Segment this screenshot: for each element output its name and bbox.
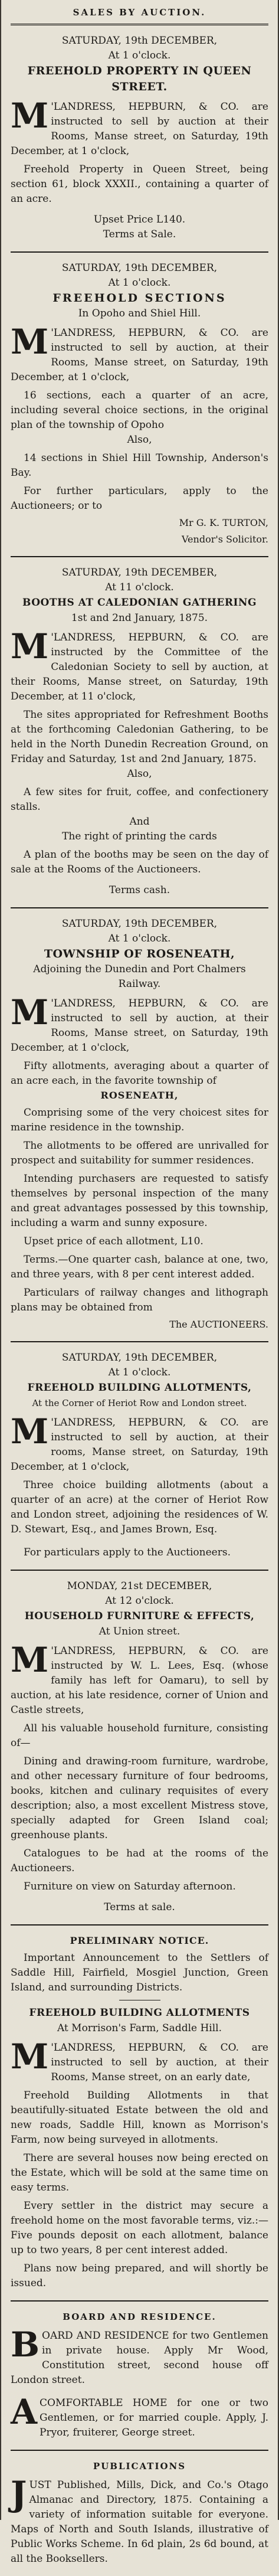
- ad-signature: Mr G. K. TURTON,: [179, 517, 268, 528]
- ad-title: FREEHOLD BUILDING ALLOTMENTS,: [27, 1382, 252, 1394]
- drop-cap: M: [11, 322, 49, 362]
- ad-body: [11, 322, 268, 385]
- ad-body-text: 'LANDRESS, HEPBURN, & CO. are instructed to sell by auction at their Rooms, Manse street, on Saturday, 19th December, at 1 o'clock,: [11, 101, 268, 157]
- drop-cap: M: [11, 2036, 49, 2077]
- ad-date: SATURDAY, 19th DECEMBER,: [61, 567, 218, 578]
- section-heading: PUBLICATIONS: [93, 2461, 186, 2472]
- drop-cap: A: [11, 2392, 38, 2432]
- ad-terms: Terms at sale.: [104, 1901, 175, 1913]
- ad-signature-role: Vendor's Solicitor.: [181, 534, 268, 545]
- ad-paragraph: Terms.—One quarter cash, balance at one, two, and three years, with 8 per cent interest added.: [11, 1254, 268, 1280]
- ad-date: SATURDAY, 19th DECEMBER,: [61, 35, 218, 47]
- ad-subtitle: At the Corner of Heriot Row and London street.: [32, 1398, 247, 1408]
- ad-signature: The AUCTIONEERS.: [169, 1319, 268, 1330]
- ad-time: At 12 o'clock.: [105, 1595, 174, 1607]
- ad-title: BOOTHS AT CALEDONIAN GATHERING: [22, 597, 257, 609]
- drop-cap: M: [11, 1411, 49, 1452]
- ad-time: At 1 o'clock.: [108, 50, 171, 61]
- ad-paragraph: Particulars of railway changes and lithograph plans may be obtained from: [11, 1287, 268, 1313]
- ad-heriot-row: [11, 1342, 268, 1571]
- ad-paragraph: Freehold Property in Queen Street, being section 61, block XXXII., containing a quarter of an acre.: [11, 164, 268, 205]
- ad-subtitle: At Union street.: [99, 1626, 180, 1637]
- drop-cap: J: [11, 2474, 27, 2514]
- ad-paragraph: A plan of the booths may be seen on the day of sale at the Rooms of the Auctioneers.: [11, 849, 268, 875]
- ad-body: [11, 96, 268, 159]
- ad-time: At 1 o'clock.: [108, 277, 171, 289]
- ad-caledonian-booths: [11, 557, 268, 908]
- ad-paragraph: Plans now being prepared, and will shortly be issued.: [11, 2263, 268, 2289]
- ad-township-name: ROSENEATH,: [100, 1090, 179, 1101]
- ad-date: SATURDAY, 19th DECEMBER,: [61, 262, 218, 274]
- drop-cap: M: [11, 1640, 49, 1680]
- ad-preliminary-notice: [11, 1926, 268, 2302]
- ad-paragraph: The allotments to be offered are unrivalled for prospect and suitability for summer residences.: [11, 1140, 268, 1166]
- ad-queen-street: [11, 25, 268, 253]
- ad-title: FREEHOLD PROPERTY IN QUEEN STREET.: [27, 64, 252, 93]
- ad-body-text: 'LANDRESS, HEPBURN, & CO. are instructed to sell by auction, at their Rooms, Manse street, on Saturday, 19th December, at 1 o'clock,: [11, 998, 268, 1054]
- ad-publications: [11, 2451, 268, 2576]
- ad-paragraph: All his valuable household furniture, consisting of—: [11, 1722, 268, 1749]
- ad-body-text: 'LANDRESS, HEPBURN, & CO. are instructed to sell by auction, at their Rooms, Manse street, on an early date,: [51, 2042, 268, 2083]
- ad-body: [11, 2474, 268, 2567]
- ad-subtitle: At Morrison's Farm, Saddle Hill.: [57, 2022, 222, 2034]
- ad-paragraph: Dining and drawing-room furniture, wardrobe, and other necessary furniture of four bedrooms, books, kitchen and culinary requisites of every description; also, a most excellent Mistress stove, specially adapted for Green Island coal; greenhouse plants.: [11, 1756, 268, 1841]
- ad-body: [11, 2325, 268, 2388]
- ad-paragraph: Catalogues to be had at the rooms of the Auctioneers.: [11, 1848, 268, 1874]
- ad-subtitle: Adjoining the Dunedin and Port Chalmers Railway.: [33, 963, 246, 990]
- ad-body: [11, 2036, 268, 2085]
- drop-cap: B: [11, 2325, 40, 2365]
- ad-paragraph: There are several houses now being erected on the Estate, which will be sold at the same time on easy terms.: [11, 2152, 268, 2193]
- ad-body: [11, 626, 268, 704]
- ad-title: PRELIMINARY NOTICE.: [70, 1935, 209, 1946]
- ad-body: [11, 992, 268, 1055]
- ad-paragraph: The right of printing the cards: [62, 831, 217, 842]
- ad-body-text: UST Published, Mills, Dick, and Co.'s Otago Almanac and Directory, 1875. Containing a variety of information suitable for everyone. Maps of North and South Islands, illustrative of Public Works Scheme. In 6d plain, 2s 6d bound, at all the Booksellers.: [11, 2479, 268, 2565]
- section-header: SALES BY AUCTION.: [11, 6, 268, 25]
- ad-paragraph: Upset price of each allotment, L10.: [24, 1235, 203, 1247]
- ad-body-text: OARD AND RESIDENCE for two Gentlemen in private house. Apply Mr Wood, Constitution street, second house off London street.: [11, 2330, 268, 2386]
- ad-terms: Terms cash.: [109, 884, 170, 896]
- ad-date: MONDAY, 21st DECEMBER,: [67, 1580, 212, 1592]
- ad-body-text: COMFORTABLE HOME for one or two Gentlemen, or for married couple. Apply, J. Pryor, fruiterer, George street.: [40, 2397, 268, 2438]
- drop-cap: M: [11, 96, 49, 136]
- ad-subtitle: In Opoho and Shiel Hill.: [78, 308, 201, 319]
- ad-body-text: 'LANDRESS, HEPBURN, & CO. are instructed by W. L. Lees, Esq. (whose family has left for Oamaru), to sell by auction, at his late residence, corner of Union and Castle streets,: [11, 1645, 268, 1716]
- ad-time: At 11 o'clock.: [105, 581, 174, 593]
- ad-paragraph: Intending purchasers are requested to satisfy themselves by personal inspection of the many and great advantages possessed by this township, including a warm and sunny exposure.: [11, 1173, 268, 1229]
- ad-body: [11, 2392, 268, 2440]
- ad-date: SATURDAY, 19th DECEMBER,: [61, 1352, 218, 1364]
- ad-paragraph: Comprising some of the very choicest sites for marine residence in the township.: [11, 1107, 268, 1133]
- ad-body-text: 'LANDRESS, HEPBURN, & CO. are instructed to sell by auction, at their Rooms, Manse street, on Saturday, 19th December, at 1 o'clock,: [11, 327, 268, 383]
- ad-upset-price: Upset Price L140.: [93, 214, 186, 225]
- ad-paragraph: Furniture on view on Saturday afternoon.: [24, 1881, 236, 1892]
- ad-paragraph: Three choice building allotments (about a quarter of an acre) at the corner of Heriot Row and London street, adjoining the residences of W. D. Stewart, Esq., and James Brown, Esq.: [11, 1479, 268, 1535]
- drop-cap: M: [11, 626, 49, 666]
- ad-time: At 1 o'clock.: [108, 933, 171, 944]
- ad-also: Also,: [127, 768, 152, 780]
- ad-title: TOWNSHIP OF ROSENEATH,: [44, 947, 235, 960]
- ad-paragraph: A few sites for fruit, coffee, and confectionery stalls.: [11, 786, 268, 813]
- ad-body: [11, 1411, 268, 1475]
- ad-roseneath: [11, 908, 268, 1342]
- ad-paragraph: For particulars apply to the Auctioneers.: [24, 1547, 231, 1558]
- ad-also: Also,: [127, 434, 152, 446]
- drop-cap: M: [11, 992, 49, 1032]
- ad-paragraph: The sites appropriated for Refreshment Booths at the forthcoming Caledonian Gathering, to be held in the North Dunedin Recreation Ground, on Friday and Saturday, 1st and 2nd January, 1875.: [11, 709, 268, 765]
- ad-body-text: 'LANDRESS, HEPBURN, & CO. are instructed by the Committee of the Caledonian Society to sell by auction, at their Rooms, Manse street, on Saturday, 19th December, at 11 o'clock,: [11, 632, 268, 702]
- ad-and: And: [129, 816, 150, 828]
- ad-body: [11, 1640, 268, 1718]
- section-heading: BOARD AND RESIDENCE.: [63, 2312, 216, 2322]
- ad-title-2: FREEHOLD BUILDING ALLOTMENTS: [29, 2007, 250, 2019]
- ad-paragraph: Freehold Building Allotments in that beautifully-situated Estate between the old and new roads, Saddle Hill, known as Morrison's Farm, now being surveyed in allotments.: [11, 2090, 268, 2146]
- ad-body-text: 'LANDRESS, HEPBURN, & CO. are instructed to sell by auction, at their rooms, Manse street, on Saturday, 19th December, at 1 o'clock,: [11, 1417, 268, 1473]
- ad-subtitle: 1st and 2nd January, 1875.: [71, 612, 208, 624]
- ad-opoho-sections: [11, 253, 268, 557]
- ad-paragraph: Fifty allotments, averaging about a quarter of an acre each, in the favorite township of: [11, 1060, 268, 1087]
- ad-board-residence: [11, 2302, 268, 2451]
- ad-title: FREEHOLD SECTIONS: [52, 292, 227, 305]
- ad-paragraph: 14 sections in Shiel Hill Township, Anderson's Bay.: [11, 452, 268, 479]
- ad-paragraph: 16 sections, each a quarter of an acre, including several choice sections, in the original plan of the township of Opoho: [11, 390, 268, 431]
- ad-paragraph: Important Announcement to the Settlers of Saddle Hill, Fairfield, Mosgiel Junction, Green Island, and surrounding Districts.: [11, 1952, 268, 1993]
- ad-title: HOUSEHOLD FURNITURE & EFFECTS,: [24, 1610, 255, 1622]
- ad-household-furniture: [11, 1571, 268, 1926]
- ad-terms: Terms at Sale.: [103, 228, 176, 240]
- ad-paragraph: For further particulars, apply to the Auctioneers; or to: [11, 485, 268, 512]
- ad-date: SATURDAY, 19th DECEMBER,: [61, 918, 218, 930]
- ad-paragraph: Every settler in the district may secure a freehold home on the most favorable terms, viz.:—Five pounds deposit on each allotment, balance up to two years, 8 per cent interest added.: [11, 2200, 268, 2256]
- ad-time: At 1 o'clock.: [108, 1367, 171, 1378]
